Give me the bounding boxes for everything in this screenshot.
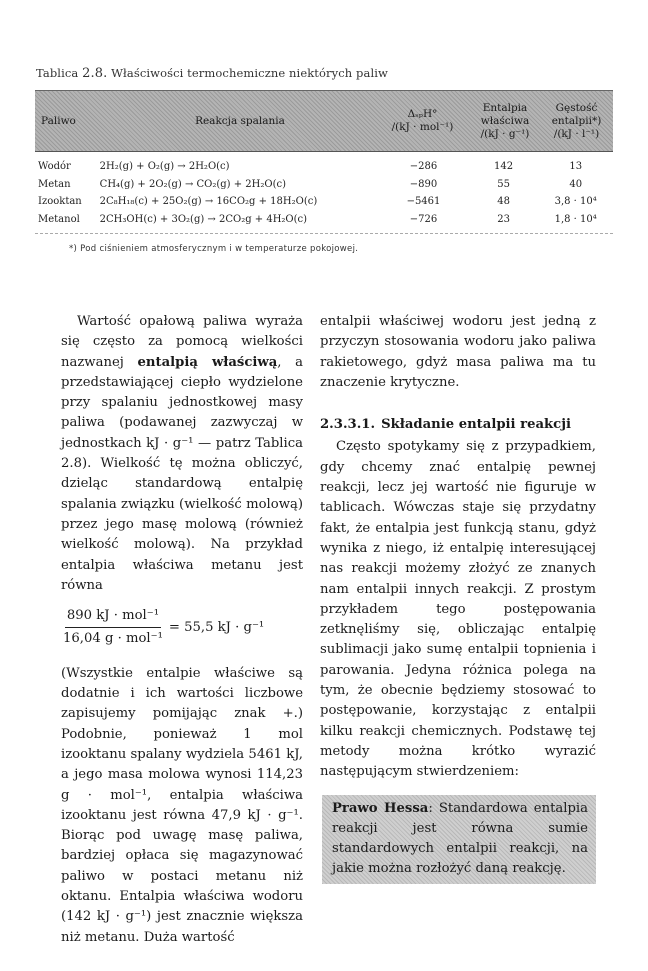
law-text: : Standardowa entalpia reakcji jest równa sumie standardowych entalpii reakcji, na jakie można rozłożyć daną reakcję. [332, 800, 588, 877]
thermochemistry-table [35, 90, 613, 254]
header-density-unit: /(kJ · l⁻¹) [553, 127, 600, 140]
cell-reaction: 2C₈H₁₈(c) + 25O₂(g) → 16CO₂g + 18H₂O(c) [99, 196, 318, 208]
cell-specific: 48 [497, 196, 510, 208]
header-specific-line1: Entalpia [482, 101, 528, 114]
cell-fuel: Izooktan [38, 196, 82, 208]
cell-fuel: Wodór [38, 161, 71, 173]
term-specific-enthalpy: entalpią właściwą [137, 354, 278, 370]
formula [63, 606, 303, 650]
text-run: , a przedstawiającej ciepło wydzielone przy spalaniu jednostkowej masy paliwa (podawanej zazwyczaj w jednostkach kJ · g⁻¹ — patrz Tablica 2.8). Wielkość tę można obliczyć, dzieląc standardową entalpię spalania związku (wielkość molową) przez jego masę molową (również wielkość molową). Na przykład entalpia właściwa metanu jest równa [61, 354, 304, 593]
section-title: Składanie entalpii reakcji [381, 417, 571, 433]
header-density-line1: Gęstość [555, 101, 598, 114]
cell-fuel: Metanol [38, 213, 80, 225]
cell-reaction: 2CH₃OH(c) + 3O₂(g) → 2CO₂g + 4H₂O(c) [99, 213, 308, 225]
law-title: Prawo Hessa [332, 800, 429, 816]
fraction-numerator: 890 kJ · mol⁻¹ [65, 606, 161, 628]
section-heading [320, 415, 596, 435]
cell-specific: 142 [494, 161, 514, 173]
cell-fuel: Metan [38, 178, 71, 190]
header-density-line2: entalpii*) [551, 114, 602, 127]
cell-enthalpy: −286 [409, 161, 438, 173]
table-row [35, 211, 613, 229]
hess-law-box [322, 795, 596, 884]
header-enthalpy [375, 108, 470, 134]
caption-number: 2.8. [82, 66, 108, 81]
table-footnote: *) Pod ciśnieniem atmosferycznym i w temperaturze pokojowej. [69, 244, 359, 254]
header-fuel: Paliwo [41, 114, 76, 127]
paragraph: Często spotykamy się z przypadkiem, gdy chcemy znać entalpię pewnej reakcji, lecz jej wartość nie figuruje w tablicach. Wówczas staje się przydatny fakt, że entalpia jest funkcją stanu, gdyż wynika z niego, iż entalpię interesującej nas reakcji możemy złożyć ze znanych nam entalpii innych reakcji. Z prostym przykładem tego postępowania zetknęliśmy się, obliczając entalpię sublimacji jako sumę entalpii topnienia i parowania. Jedyna różnica polega na tym, że obecnie będziemy stosować to postępowanie, korzystając z entalpii kilku reakcji chemicznych. Podstawę tej metody można krótko wyrazić następującym stwierdzeniem: [320, 439, 596, 780]
formula-result: = 55,5 kJ · g⁻¹ [168, 619, 265, 635]
header-enthalpy-density [540, 102, 613, 141]
header-reaction: Reakcja spalania [195, 114, 285, 127]
header-enthalpy-symbol: ΔₛₚH° [407, 108, 438, 120]
header-specific-enthalpy [470, 102, 540, 141]
right-column [320, 312, 596, 884]
header-specific-line2: właściwa [480, 114, 530, 127]
header-enthalpy-unit: /(kJ · mol⁻¹) [391, 121, 454, 133]
table-header [35, 90, 613, 152]
left-column [61, 312, 303, 948]
table-body [35, 152, 613, 228]
cell-specific: 55 [497, 178, 510, 190]
table-row [35, 176, 613, 194]
fraction [63, 606, 163, 650]
cell-density: 1,8 · 10⁴ [554, 213, 597, 225]
cell-enthalpy: −890 [409, 178, 438, 190]
table-row [35, 158, 613, 176]
cell-density: 40 [569, 178, 583, 190]
paragraph [61, 312, 303, 596]
fraction-denominator: 16,04 g · mol⁻¹ [63, 631, 163, 647]
caption-label: Tablica [36, 66, 79, 80]
text-run: Wartość opałową paliwa wyraża się często za pomocą wielkości nazwanej [61, 314, 303, 370]
paragraph: entalpii właściwej wodoru jest jedną z przyczyn stosowania wodoru jako paliwa rakietowego, gdyż masa paliwa ma tu znaczenie krytyczne. [320, 314, 596, 390]
cell-enthalpy: −726 [409, 213, 438, 225]
paragraph: (Wszystkie entalpie właściwe są dodatnie i ich wartości liczbowe zapisujemy pomijając znak +.) Podobnie, ponieważ 1 mol izooktanu spalany wydziela 5461 kJ, a jego masa molowa wynosi 114,23 g · mol⁻¹, entalpia właściwa izooktanu jest równa 47,9 kJ · g⁻¹. Biorąc pod uwagę masę paliwa, bardziej opłaca się magazynować paliwo w postaci metanu niż oktanu. Entalpia właściwa wodoru (142 kJ · g⁻¹) jest znacznie większa niż metanu. Duża wartość [61, 665, 303, 945]
cell-reaction: 2H₂(g) + O₂(g) → 2H₂O(c) [99, 161, 230, 173]
section-number: 2.3.3.1. [320, 417, 376, 433]
cell-density: 3,8 · 10⁴ [554, 196, 597, 208]
header-specific-unit: /(kJ · g⁻¹) [480, 127, 530, 140]
table-row [35, 193, 613, 211]
cell-reaction: CH₄(g) + 2O₂(g) → CO₂(g) + 2H₂O(c) [99, 178, 286, 190]
caption-text: Właściwości termochemiczne niektórych paliw [111, 66, 388, 80]
cell-density: 13 [569, 161, 583, 173]
cell-specific: 23 [497, 213, 510, 225]
table-caption [36, 66, 388, 81]
table-bottom-rule [35, 233, 613, 234]
cell-enthalpy: −5461 [406, 196, 441, 208]
